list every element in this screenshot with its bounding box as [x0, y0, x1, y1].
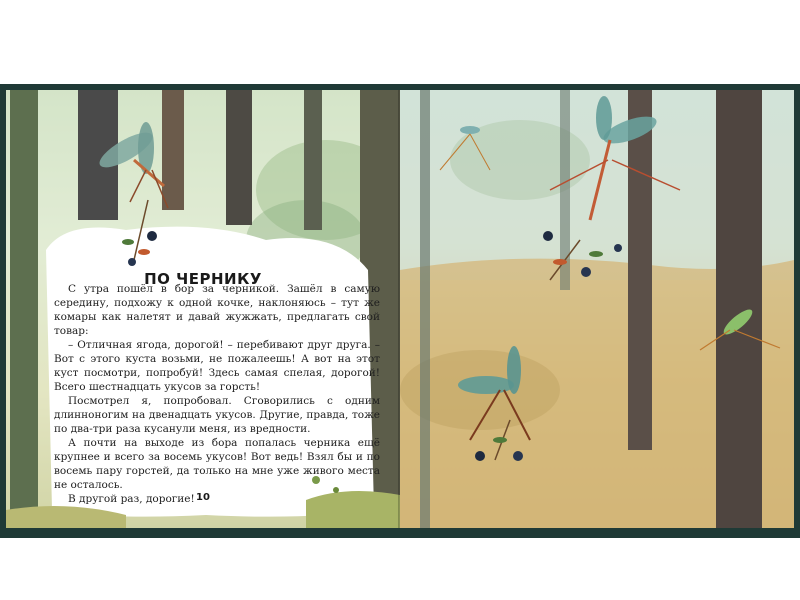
pine-trunk — [226, 90, 252, 225]
right-page-illustration — [400, 90, 794, 528]
story-paragraph: – Отличная ягода, дорогой! – перебивают друг друга. – Вот с этого куста возьми, не пожалеешь! А вот на этот куст посмотри, попробуй! Здесь самая спелая, дорогой! Всего шестнадцать укусов за горсть! — [54, 339, 380, 393]
pine-trunk — [628, 90, 652, 450]
pine-trunk — [10, 90, 38, 528]
story-text — [54, 282, 380, 506]
pine-trunk — [716, 90, 762, 528]
left-page — [6, 90, 400, 528]
pine-trunk — [162, 90, 184, 210]
page-number: 10 — [196, 492, 210, 503]
story-paragraph: В другой раз, дорогие! — [68, 493, 195, 505]
story-title: ПО ЧЕРНИКУ — [144, 270, 262, 288]
pine-trunk — [304, 90, 322, 230]
right-page — [400, 90, 794, 528]
story-paragraph: Посмотрел я, попробовал. Сговорились с одним длинноногим на двенадцать укусов. Другие, правда, тоже по два-три раза кусанули меня, из вредности. — [54, 395, 380, 435]
open-book-spread — [0, 84, 800, 538]
story-paragraph: С утра пошёл в бор за черникой. Зашёл в самую середину, подхожу к одной кочке, наклоняюсь – тут же комары как налетят и давай жужжать, предлагать свой товар: — [54, 283, 380, 337]
story-paragraph: А почти на выходе из бора попалась черника ещё крупнее и всего за восемь укусов! Вот ведь! Взял бы и по восемь пару горстей, да только на мне уже живого места не осталось. — [54, 437, 380, 491]
pine-trunk — [420, 90, 430, 528]
